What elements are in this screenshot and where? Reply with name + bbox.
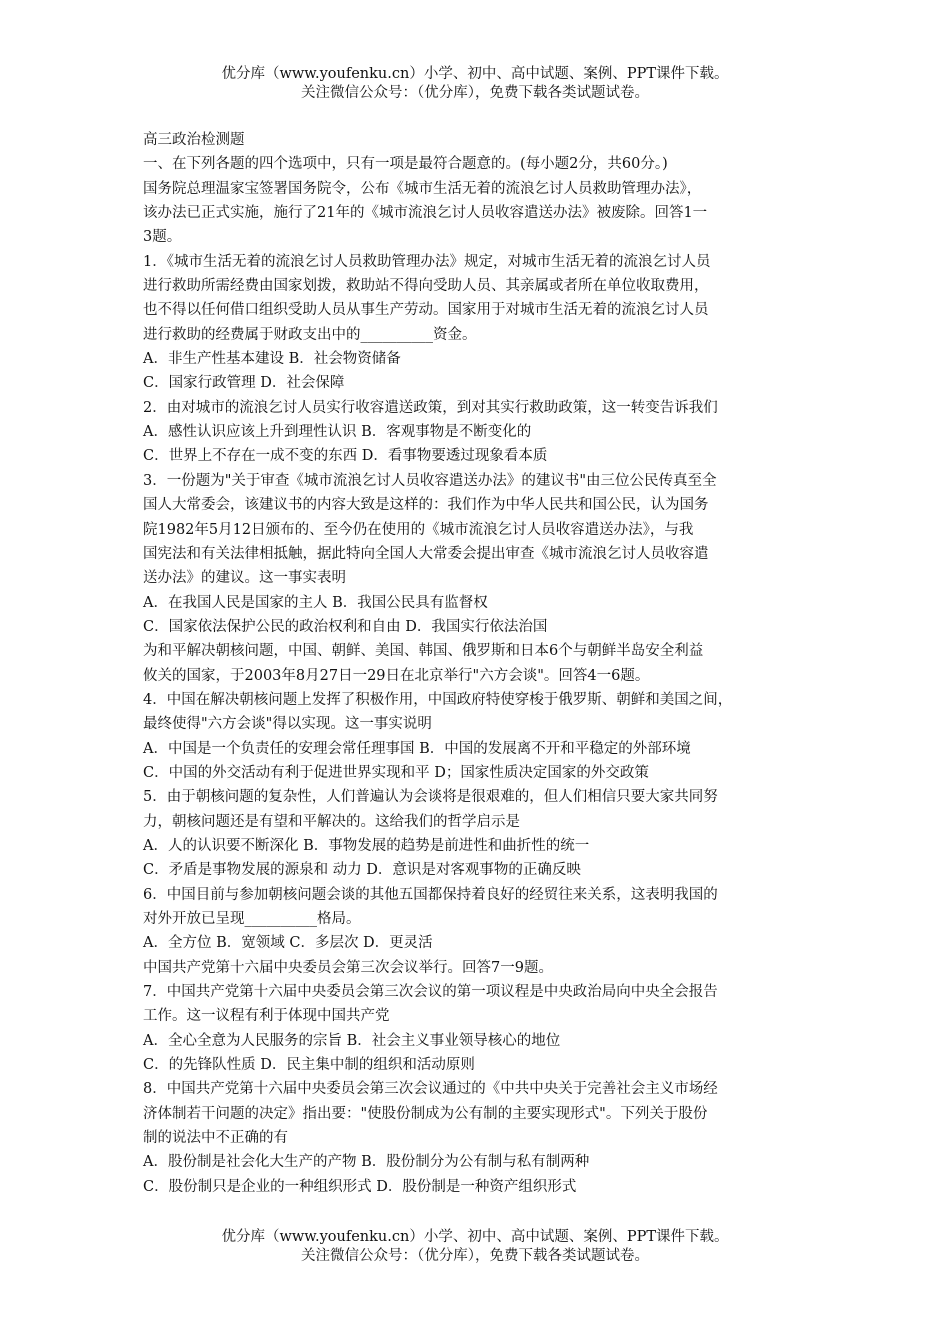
text-line: 一、在下列各题的四个选项中，只有一项是最符合题意的。(每小题2分，共60分。): [143, 156, 668, 173]
text-line: A．全方位 B．宽领域 C．多层次 D．更灵活: [143, 935, 433, 952]
text-line: 国宪法和有关法律相抵触，据此特向全国人大常委会提出审查《城市流浪乞讨人员收容遣: [143, 545, 709, 562]
text-line: 2．由对城市的流浪乞讨人员实行收容遣送政策，到对其实行救助政策，这一转变告诉我们: [143, 399, 718, 416]
text-line: 3题。: [143, 229, 182, 246]
text-line: 5．由于朝核问题的复杂性，人们普遍认为会谈将是很艰难的，但人们相信只要大家共同努: [143, 789, 718, 806]
text-line: 攸关的国家，于2003年8月27日一29日在北京举行"六方会谈"。回答4一6题。: [143, 667, 650, 684]
text-line: 送办法》的建议。这一事实表明: [143, 570, 346, 587]
text-line: A．在我国人民是国家的主人 B．我国公民具有监督权: [143, 594, 488, 611]
document-body: [143, 128, 815, 1199]
text-line: C．矛盾是事物发展的源泉和 动力 D．意识是对客观事物的正确反映: [143, 862, 581, 879]
text-line: 工作。这一议程有利于体现中国共产党: [143, 1008, 390, 1025]
text-line: A．全心全意为人民服务的宗旨 B．社会主义事业领导核心的地位: [143, 1032, 561, 1049]
text-line: 中国共产党第十六届中央委员会第三次会议举行。回答7一9题。: [143, 959, 553, 976]
header-line-2: 关注微信公众号：（优分库），免费下载各类试题试卷。: [301, 85, 649, 101]
text-line: A．人的认识要不断深化 B．事物发展的趋势是前进性和曲折性的统一: [143, 837, 590, 854]
text-line: 3．一份题为"关于审查《城市流浪乞讨人员收容遣送办法》的建议书"由三位公民传真至全: [143, 472, 717, 489]
text-line: 7．中国共产党第十六届中央委员会第三次会议的第一项议程是中央政治局向中央全会报告: [143, 984, 718, 1001]
text-line: C．股份制只是企业的一种组织形式 D．股份制是一种资产组织形式: [143, 1178, 577, 1195]
text-line: C．的先锋队性质 D．民主集中制的组织和活动原则: [143, 1057, 475, 1074]
text-line: 为和平解决朝核问题，中国、朝鲜、美国、韩国、俄罗斯和日本6个与朝鲜半岛安全利益: [143, 643, 704, 660]
text-line: 1．《城市生活无着的流浪乞讨人员救助管理办法》规定，对城市生活无着的流浪乞讨人员: [143, 253, 711, 270]
text-line: 最终使得"六方会谈"得以实现。这一事实说明: [143, 716, 432, 733]
page-header: [0, 65, 950, 103]
text-line: 该办法已正式实施，施行了21年的《城市流浪乞讨人员收容遣送办法》被废除。回答1一: [143, 205, 708, 222]
text-line: 4．中国在解决朝核问题上发挥了积极作用，中国政府特使穿梭于俄罗斯、朝鲜和美国之间，: [143, 691, 733, 708]
text-line: C．国家依法保护公民的政治权利和自由 D．我国实行依法治国: [143, 618, 548, 635]
header-line-1: 优分库（www.youfenku.cn）小学、初中、高中试题、案例、PPT课件下载。: [221, 66, 729, 82]
text-line: 济体制若干问题的决定》指出要："使股份制成为公有制的主要实现形式"。下列关于股份: [143, 1105, 708, 1122]
text-line: A．股份制是社会化大生产的产物 B．股份制分为公有制与私有制两种: [143, 1154, 590, 1171]
text-line: 院1982年5月12日颁布的、至今仍在使用的《城市流浪乞讨人员收容遣送办法》，与我: [143, 521, 694, 538]
text-line: 制的说法中不正确的有: [143, 1130, 288, 1147]
text-line: 国人大常委会，该建议书的内容大致是这样的：我们作为中华人民共和国公民，认为国务: [143, 497, 709, 514]
text-line: C．世界上不存在一成不变的东西 D．看事物要透过现象看本质: [143, 448, 548, 465]
text-line: 6．中国目前与参加朝核问题会谈的其他五国都保持着良好的经贸往来关系，这表明我国的: [143, 886, 718, 903]
page-footer: [0, 1228, 950, 1266]
footer-line-2: 关注微信公众号：（优分库），免费下载各类试题试卷。: [301, 1248, 649, 1264]
text-line: 进行救助的经费属于财政支出中的__________资金。: [143, 326, 477, 343]
text-line: 国务院总理温家宝签署国务院令，公布《城市生活无着的流浪乞讨人员救助管理办法》，: [143, 180, 702, 197]
text-line: 进行救助所需经费由国家划拨，救助站不得向受助人员、其亲属或者所在单位收取费用，: [143, 278, 709, 295]
footer-line-1: 优分库（www.youfenku.cn）小学、初中、高中试题、案例、PPT课件下载。: [221, 1229, 729, 1245]
document-title: 高三政治检测题: [143, 132, 245, 148]
text-line: C．国家行政管理 D．社会保障: [143, 375, 345, 392]
text-line: 也不得以任何借口组织受助人员从事生产劳动。国家用于对城市生活无着的流浪乞讨人员: [143, 302, 709, 319]
text-line: A．中国是一个负责任的安理会常任理事国 B．中国的发展离不开和平稳定的外部环境: [143, 740, 691, 757]
text-line: A．非生产性基本建设 B．社会物资储备: [143, 351, 401, 368]
text-line: 对外开放已呈现__________格局。: [143, 911, 361, 927]
text-line: 8．中国共产党第十六届中央委员会第三次会议通过的《中共中央关于完善社会主义市场经: [143, 1081, 718, 1098]
text-line: A．感性认识应该上升到理性认识 B．客观事物是不断变化的: [143, 424, 532, 441]
text-line: 力，朝核问题还是有望和平解决的。这给我们的哲学启示是: [143, 813, 520, 830]
text-line: C．中国的外交活动有利于促进世界实现和平 D；国家性质决定国家的外交政策: [143, 764, 649, 781]
